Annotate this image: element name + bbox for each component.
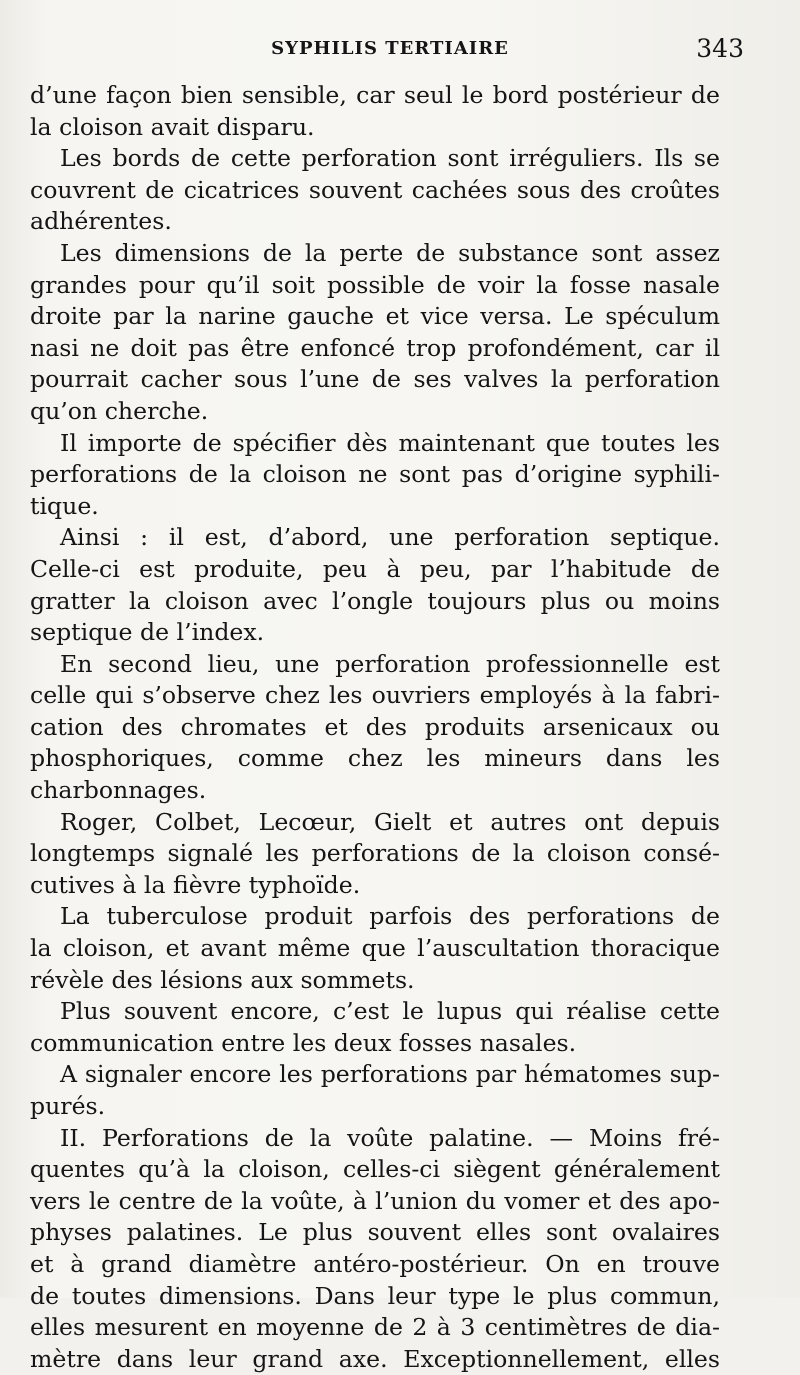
text-line: couvrent de cicatrices souvent cachées sous des croûtes <box>30 175 720 204</box>
text-line: Les dimensions de la perte de substance sont assez <box>60 238 720 267</box>
text-line: mètre dans leur grand axe. Exceptionnellement, elles <box>30 1344 720 1373</box>
text-line: révèle des lésions aux sommets. <box>30 965 415 994</box>
text-line: charbonnages. <box>30 776 207 805</box>
page-header <box>36 34 744 74</box>
text-line: phosphoriques, comme chez les mineurs dans les <box>30 744 720 773</box>
text-line: cation des chromates et des produits arsenicaux ou <box>30 712 720 741</box>
page-body <box>30 80 720 1375</box>
text-line: d’une façon bien sensible, car seul le bord postérieur de <box>30 81 720 109</box>
text-line: et à grand diamètre antéro-postérieur. On en trouve <box>30 1249 720 1278</box>
text-line: La tuberculose produit parfois des perforations de <box>60 902 720 931</box>
text-line: de toutes dimensions. Dans leur type le plus commun, <box>30 1281 720 1310</box>
text-line: grandes pour qu’il soit possible de voir la fosse nasale <box>30 270 720 299</box>
text-line: quentes qu’à la cloison, celles-ci siègent généralement <box>30 1155 720 1184</box>
text-line: physes palatines. Le plus souvent elles sont ovalaires <box>30 1218 720 1247</box>
text-line: purés. <box>30 1092 106 1120</box>
text-line: septique de l’index. <box>30 618 265 647</box>
text-line: Ainsi : il est, d’abord, une perforation septique. <box>60 523 720 552</box>
text-line: tique. <box>30 491 99 520</box>
text-line: pourrait cacher sous l’une de ses valves la perforation <box>30 365 720 394</box>
text-line: longtemps signalé les perforations de la cloison consé- <box>30 839 720 868</box>
running-head: SYPHILIS TERTIAIRE <box>271 38 509 59</box>
text-line: perforations de la cloison ne sont pas d’origine syphili- <box>30 460 720 489</box>
text-line: cutives à la fièvre typhoïde. <box>30 870 361 899</box>
text-line: Celle-ci est produite, peu à peu, par l’habitude de <box>30 554 720 583</box>
text-line: adhérentes. <box>30 207 172 236</box>
text-line: la cloison, et avant même que l’auscultation thoracique <box>30 934 720 963</box>
text-line: qu’on cherche. <box>30 396 209 425</box>
text-line: A signaler encore les perforations par hématomes sup- <box>60 1060 720 1089</box>
text-line: gratter la cloison avec l’ongle toujours plus ou moins <box>30 586 720 615</box>
page-number: 343 <box>696 34 744 63</box>
text-line: communication entre les deux fosses nasales. <box>30 1028 577 1057</box>
text-line: Roger, Colbet, Lecœur, Gielt et autres ont depuis <box>60 807 720 836</box>
text-line: En second lieu, une perforation professionnelle est <box>60 649 720 678</box>
text-line: Plus souvent encore, c’est le lupus qui réalise cette <box>60 997 720 1026</box>
text-line: II. Perforations de la voûte palatine. — Moins fré- <box>60 1123 720 1152</box>
text-line: celle qui s’observe chez les ouvriers employés à la fabri- <box>30 681 720 710</box>
text-line: la cloison avait disparu. <box>30 112 315 141</box>
text-line: Il importe de spécifier dès maintenant que toutes les <box>60 428 720 457</box>
text-line: nasi ne doit pas être enfoncé trop profondément, car il <box>30 333 720 362</box>
text-line: droite par la narine gauche et vice versa. Le spéculum <box>30 302 720 331</box>
text-line: Les bords de cette perforation sont irréguliers. Ils se <box>60 144 720 173</box>
text-line: vers le centre de la voûte, à l’union du vomer et des apo- <box>30 1186 720 1215</box>
text-line: elles mesurent en moyenne de 2 à 3 centimètres de dia- <box>30 1313 720 1342</box>
